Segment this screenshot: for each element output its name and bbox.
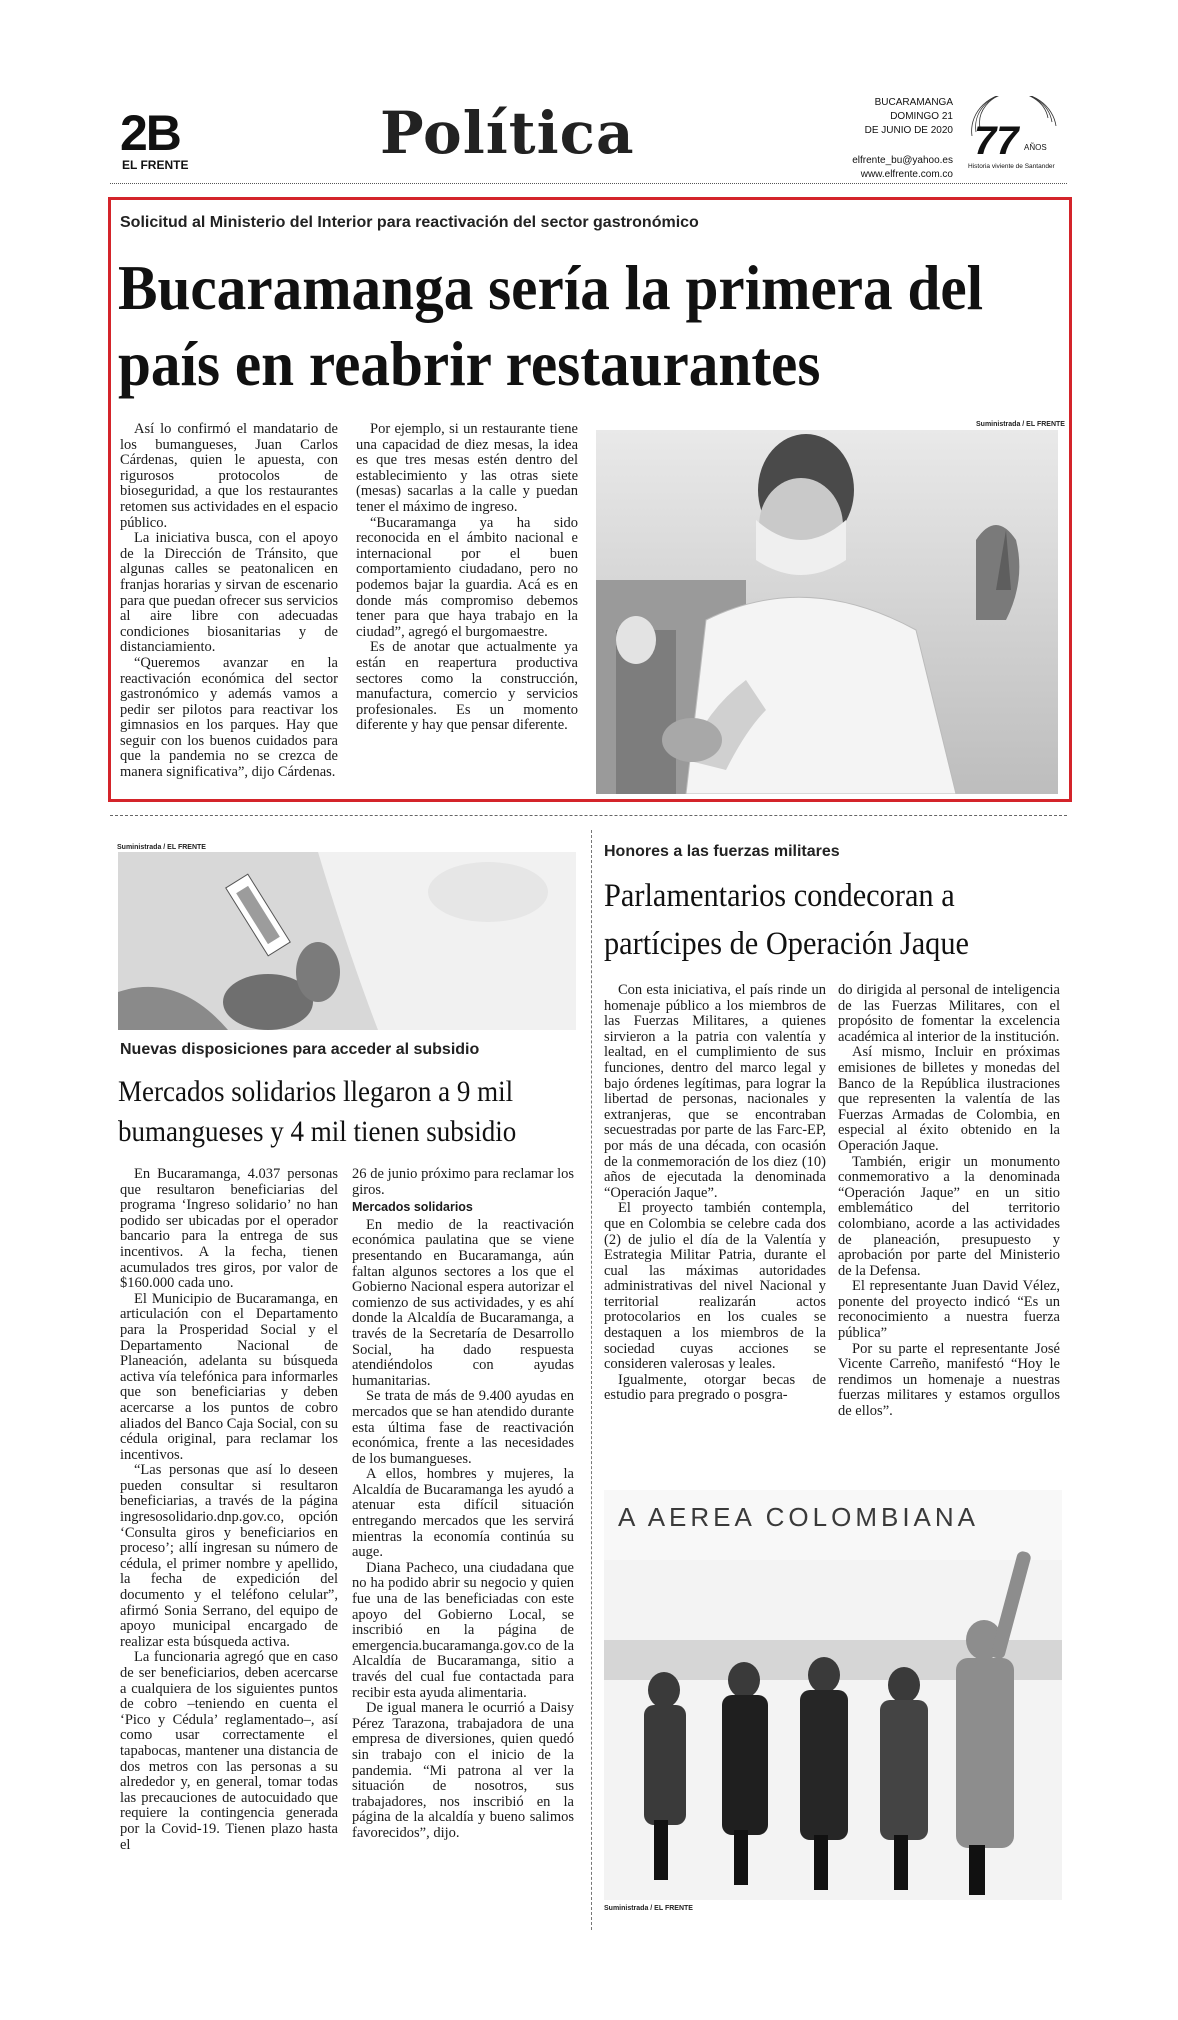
anniversary-word: AÑOS — [1024, 143, 1047, 152]
paragraph: La funcionaria agregó que en caso de ser beneficiarios, deben acercarse a cualquiera de los siguientes puntos de cobro –teniendo en cuenta el ‘Pico y Cédula’ reglamentado–, así como usar correctamente el tapabocas, mantener una distancia de dos metros con las personas a su alrededor y, en general, tomar todas las precauciones de autocuidado que requiere la contingencia generada por la Covid-19. Tienen plazo hasta el — [120, 1649, 338, 1853]
edition-date-1: DOMINGO 21 — [890, 111, 953, 122]
feature-headline[interactable]: Bucaramanga sería la primera del país en reabrir restaurantes — [118, 253, 984, 399]
paragraph: El proyecto también contempla, que en Colombia se celebre cada dos (2) de julio el día de la Valentía y Estrategia Militar Patria, durante el cual las máximas autoridades administrativas del nivel Nacional y territorial realizarán actos protocolarios en los cuales se destaquen a los miembros de la sociedad cuyas acciones se consideren valerosas y leales. — [604, 1200, 826, 1373]
anniversary-tagline: Historia viviente de Santander — [968, 163, 1055, 170]
feature-column-1 — [120, 422, 338, 781]
paragraph: En Bucaramanga, 4.037 personas que resultaron beneficiarias del programa ‘Ingreso solidario’ no han podido ser ubicadas por el operador bancario para la entrega de sus incentivos. A la fecha, tienen acumulados tres giros, por valor de $160.000 cada uno. — [120, 1166, 338, 1292]
left-column-2 — [352, 1167, 574, 1842]
feature-kicker: Solicitud al Ministerio del Interior para reactivación del sector gastronómico — [120, 214, 699, 231]
paragraph: A ellos, hombres y mujeres, la Alcaldía de Bucaramanga les ayudó a atenuar esta difícil situación entregando mercados que les servirá mientras la economía continúa su auge. — [352, 1466, 574, 1561]
paragraph: do dirigida al personal de inteligencia de las Fuerzas Militares, con el propósito de fomentar la excelencia académica al interior de la institución. — [838, 982, 1060, 1045]
left-subhead: Mercados solidarios — [352, 1200, 473, 1215]
paragraph: “Bucaramanga ya ha sido reconocida en el ámbito nacional e internacional por el buen comportamiento ciudadano, pero no podemos bajar la guardia. Acá es en donde más compromiso debemos tener para que haya trabajo en la ciudad”, agregó el burgomaestre. — [356, 514, 578, 640]
anniversary-logo — [960, 96, 1070, 174]
voucher-hands-image — [118, 852, 576, 1030]
paragraph: “Queremos avanzar en la reactivación económica del sector gastronómico y además vamos a pedir ser pilotos para reactivar los gimnasios en los parques. Hay que seguir con los buenos cuidados para que la pandemia no se crezca de manera significativa”, dijo Cárdenas. — [120, 654, 338, 781]
paragraph: Así lo confirmó el mandatario de los bumangueses, Juan Carlos Cárdenas, quien le apuesta, con rigurosos protocolos de bioseguridad, a que los restaurantes retomen sus actividades en el espacio público. — [120, 421, 338, 531]
brand-name: EL FRENTE — [122, 158, 189, 172]
anniversary-number: 77 — [974, 119, 1019, 163]
paragraph: Igualmente, otorgar becas de estudio para pregrado o posgra- — [604, 1371, 826, 1404]
paragraph: Así mismo, Incluir en próximas emisiones de billetes y monedas del Banco de la República ilustraciones que representen la valentía de las Fuerzas Armadas de Colombia, en especial al éxito obtenido en la Operación Jaque. — [838, 1044, 1060, 1154]
left-headline[interactable]: Mercados solidarios llegaron a 9 mil bumangueses y 4 mil tienen subsidio — [118, 1075, 517, 1148]
paragraph: El representante Juan David Vélez, ponente del proyecto indicó “Es un reconocimiento a nuestra fuerza pública” — [838, 1278, 1060, 1342]
edition-city: BUCARAMANGA — [874, 97, 953, 108]
aircraft-lettering: A AEREA COLOMBIANA — [618, 1502, 979, 1532]
right-photo-credit: Suministrada / EL FRENTE — [604, 1905, 693, 1912]
edition-info — [828, 96, 953, 182]
paragraph: También, erigir un monumento conmemorativo a la denominada “Operación Jaque” en un sitio emblemático del territorio colombiano, acorde a las actividades de planeación, presupuesto y aprobación por parte del Ministerio de la Defensa. — [838, 1153, 1060, 1279]
contact-email[interactable]: elfrente_bu@yahoo.es — [852, 155, 953, 166]
edition-date-2: DE JUNIO DE 2020 — [864, 125, 953, 136]
right-column-2 — [838, 983, 1060, 1420]
left-kicker: Nuevas disposiciones para acceder al subsidio — [120, 1041, 480, 1058]
header-divider — [110, 183, 1067, 184]
left-column-1 — [120, 1167, 338, 1853]
paragraph: La iniciativa busca, con el apoyo de la Dirección de Tránsito, que algunas calles se peatonalicen en franjas horarias y sirvan de escenario para que puedan ofrecer sus servicios al aire libre con adecuadas condiciones biosanitarias y de distanciamiento. — [120, 530, 338, 656]
column-divider — [591, 830, 592, 1930]
right-kicker: Honores a las fuerzas militares — [604, 843, 840, 860]
right-photo — [604, 1490, 1062, 1900]
paragraph: Por ejemplo, si un restaurante tiene una capacidad de diez mesas, la idea es que tres mesas estén dentro del establecimiento y las otras siete (mesas) sacarlas a la calle y puedan tener el máximo de ingreso. — [356, 421, 578, 515]
paragraph: El Municipio de Bucaramanga, en articulación con el Departamento para la Prosperidad Social y el Departamento Nacional de Planeación, adelanta su búsqueda activa vía telefónica para informarles que son beneficiarias y deben acercarse a los puntos de cobro aliados del Banco Caja Social, con su cédula original, para reclamar los incentivos. — [120, 1290, 338, 1463]
feature-photo — [596, 430, 1058, 794]
section-title: Política — [380, 99, 635, 167]
anniversary-seal-icon — [960, 96, 1070, 174]
contact-website[interactable]: www.elfrente.com.co — [860, 169, 953, 180]
paragraph: Diana Pacheco, una ciudadana que no ha podido abrir su negocio y quien fue una de las beneficiadas con este apoyo del Gobierno Local, se inscribió en la página de emergencia.bucaramanga.gov.co de la Alcaldía de Bucaramanga, sitio a través del cual fue contactada para recibir esta ayuda alimentaria. — [352, 1559, 574, 1701]
mayor-portrait-image — [596, 430, 1058, 794]
feature-column-2 — [356, 422, 578, 734]
paragraph: En medio de la reactivación económica paulatina que se viene presentando en Bucaramanga, aún faltan algunos sectores a los que el Gobierno Nacional espera autorizar el comienzo de sus actividades, y es ahí donde la Alcaldía de Bucaramanga, a través de la Secretaría de Desarrollo Social, ha dado respuesta atendiéndolos con ayudas humanitarias. — [352, 1216, 574, 1389]
feature-photo-credit: Suministrada / EL FRENTE — [976, 421, 1065, 428]
paragraph: 26 de junio próximo para reclamar los giros. — [352, 1166, 574, 1198]
paragraph: Por su parte el representante José Vicente Carreño, manifestó “Hoy le rendimos un homenaje a nuestras fuerzas militares y estamos orgullos de ellos”. — [838, 1340, 1060, 1420]
right-column-1 — [604, 983, 826, 1404]
paragraph: Con esta iniciativa, el país rinde un homenaje público a los miembros de las Fuerzas Militares, a quienes sirvieron a la patria con valentía y lealtad, en el cumplimiento de sus funciones, dentro del marco legal y bajo órdenes legítimas, para lograr la libertad de personas, nacionales y extranjeras, que se encontraban secuestradas por parte de las Farc-EP, por más de una década, con ocasión de la conmemoración de los diez (10) años de ejecutada la denominada “Operación Jaque”. — [604, 982, 826, 1201]
soldiers-group-image — [604, 1490, 1062, 1900]
left-photo-credit: Suministrada / EL FRENTE — [117, 844, 206, 851]
paragraph: Se trata de más de 9.400 ayudas en mercados que se han atendido durante esta última fase de reactivación económica, frente a las necesidades de los bumangueses. — [352, 1388, 574, 1467]
paragraph: “Las personas que así lo deseen pueden consultar si resultaron beneficiarias, a través de la página ingresosolidario.dnp.gov.co, opción ‘Consulta giros y beneficiarios en proceso’; allí ingresan su número de cédula, el primer nombre y apellido, la fecha de expedición del documento y el teléfono celular”, afirmó Sonia Serrano, del equipo de apoyo municipal encargado de realizar esta búsqueda activa. — [120, 1462, 338, 1650]
paragraph: De igual manera le ocurrió a Daisy Pérez Tarazona, trabajadora de una empresa de diversiones, quien quedó sin trabajo con el inicio de la pandemia. “Mi patrona al ver la situación de nosotros, sus trabajadores, nos inscribió en la página de la alcaldía y bueno salimos favorecidos”, dijo. — [352, 1700, 574, 1841]
page-number: 2B — [120, 105, 180, 161]
paragraph: Es de anotar que actualmente ya están en reapertura productiva sectores como la construcción, manufactura, comercio y servicios profesionales. Es un momento diferente y hay que pensar diferente. — [356, 639, 578, 734]
right-headline[interactable]: Parlamentarios condecoran a partícipes de Operación Jaque — [604, 878, 970, 962]
left-photo — [118, 852, 576, 1030]
section-divider — [110, 815, 1067, 816]
